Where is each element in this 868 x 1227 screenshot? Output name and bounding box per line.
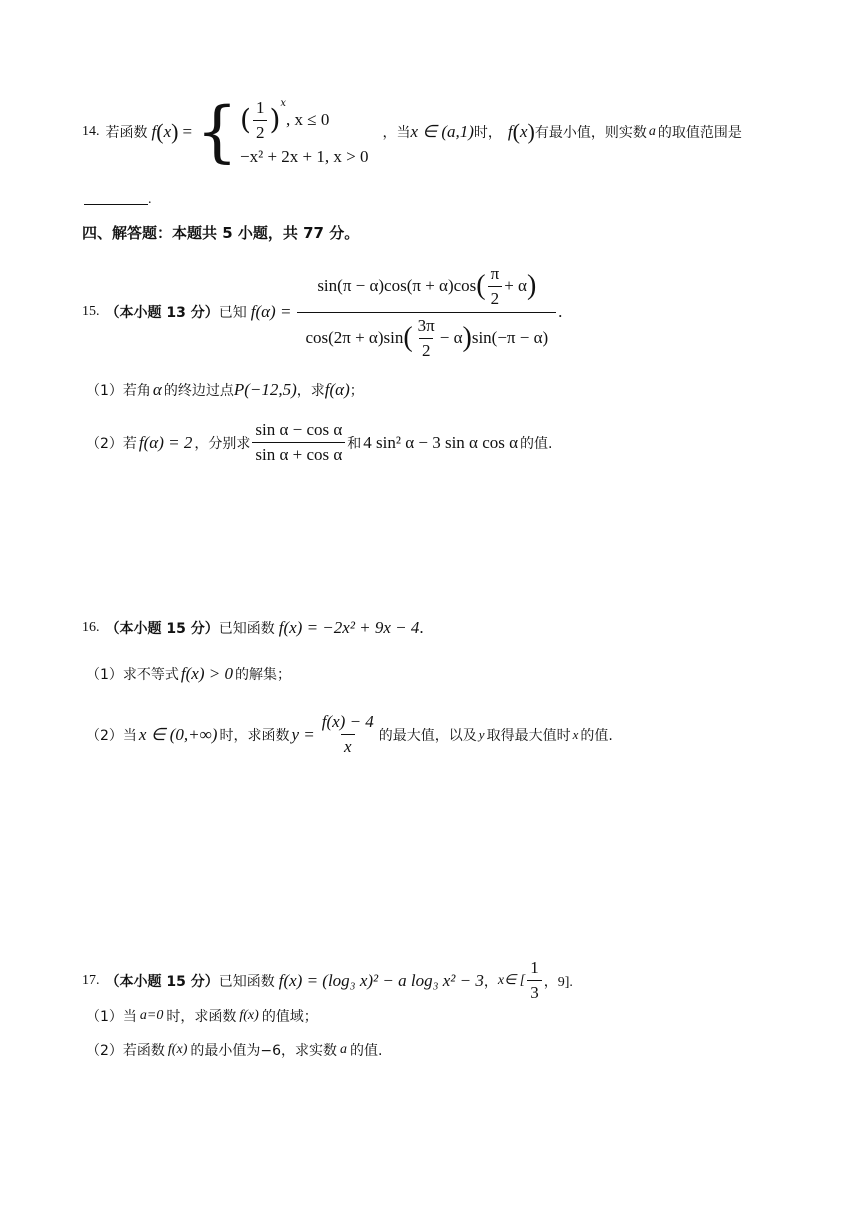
main-fraction (297, 264, 556, 361)
ratio-fraction: $\frac{\text{sin α − cos α}}{\text{sin α + cos α}}$ (252, 420, 345, 465)
interval: x ∈ (a,1) (410, 122, 474, 141)
point-p: P(−12,5) (233, 380, 297, 399)
question-15: 15. （本小题 13 分） 已知 f(α) = sin(π − α)cos(π + α)cos ( $\frac{\pi}{2}$ + α ) cos(2π + α)sin ( $\frac{3\pi}{2}$ − α ) sin(−π − α) . (82, 263, 563, 360)
question-points: （本小题 15 分） (105, 621, 219, 637)
q17-part-2: （2） 若函数 f(x) 的最小值为−6，求实数 a 的值. (86, 1042, 383, 1059)
function-name: f (151, 122, 157, 141)
piecewise-case-1: ( $\frac{1}{2}$ ) $^x$ , x ≤ 0 (240, 97, 330, 142)
q15-part-1: （1） 若角 α 的终边过点 P(−12,5) ，求 f(α) ； (86, 380, 364, 399)
question-number: 17. (82, 972, 100, 988)
question-number: 16. (82, 620, 100, 635)
function-arg: x (163, 122, 172, 141)
expression: 4 sin² α − 3 sin α cos α (363, 432, 519, 452)
piecewise-brace: { (196, 93, 239, 170)
section-heading: 四、解答题：本题共 5 小题，共 77 分。 (82, 224, 360, 242)
q17-part-1: （1） 当 a=0 时，求函数 f(x) 的值域； (86, 1008, 318, 1025)
domain-fraction: $\frac{1}{3}$ (527, 958, 542, 1003)
question-16: 16. （本小题 15 分） 已知函数 f(x) = −2x² + 9x − 4 . (82, 618, 424, 637)
fraction-numerator: sin(π − α)cos(π + α)cos ( $\frac{\pi}{2}$ + α ) (317, 263, 537, 308)
piecewise-case-2: −x² + 2x + 1, x > 0 (240, 146, 369, 166)
piecewise-cases (240, 98, 368, 167)
function-lhs: f(α) = (250, 302, 292, 321)
question-points: （本小题 15 分） (105, 973, 219, 990)
function-def: f(x) = (log₃ x)² − a log₃ x² − 3 (278, 970, 484, 990)
y-fraction: $\frac{f(x) - 4}{x}$ (321, 712, 374, 756)
question-number: 14. (82, 124, 100, 139)
question-text: 若函数 (105, 125, 148, 141)
q16-part-1: （1） 求不等式 f(x) > 0 的解集； (86, 664, 291, 683)
function-def: f(x) = −2x² + 9x − 4 (278, 618, 420, 637)
question-points: （本小题 13 分） (105, 305, 219, 321)
q15-part-2: （2） 若 f(α) = 2 ，分别求 $\frac{\text{sin α − cos α}}{\text{sin α + cos α}}$ 和 4 sin² α − 3 sin α cos α 的值. (86, 420, 553, 464)
case-1-condition: , x ≤ 0 (286, 110, 330, 129)
question-number: 15. (82, 304, 100, 319)
question-14: 14. 若函数 f ( x ) = { ( $\frac{1}{2}$ ) $^x$ , x ≤ 0 −x² + 2x + 1, x > 0 ，当 x ∈ (a,1) 时， f ( x ) 有最小值，则实数 a 的取值范围是 (82, 93, 742, 170)
fraction-half: $\frac{1}{2}$ (253, 98, 268, 143)
question-17: 17. （本小题 15 分） 已知函数 f(x) = (log₃ x)² − a log₃ x² − 3 ， x∈ [ $\frac{1}{3}$ ，9]. (82, 958, 573, 1002)
fraction-denominator: cos(2π + α)sin ( $\frac{3\pi}{2}$ − α ) sin(−π − α) (297, 312, 556, 361)
answer-blank-line: . (84, 192, 152, 208)
q16-part-2: （2） 当 x ∈ (0,+∞) 时，求函数 y = $\frac{f(x) - 4}{x}$ 的最大值，以及 y 取得最大值时 x 的值. (86, 712, 613, 756)
exponent: x (280, 97, 287, 109)
